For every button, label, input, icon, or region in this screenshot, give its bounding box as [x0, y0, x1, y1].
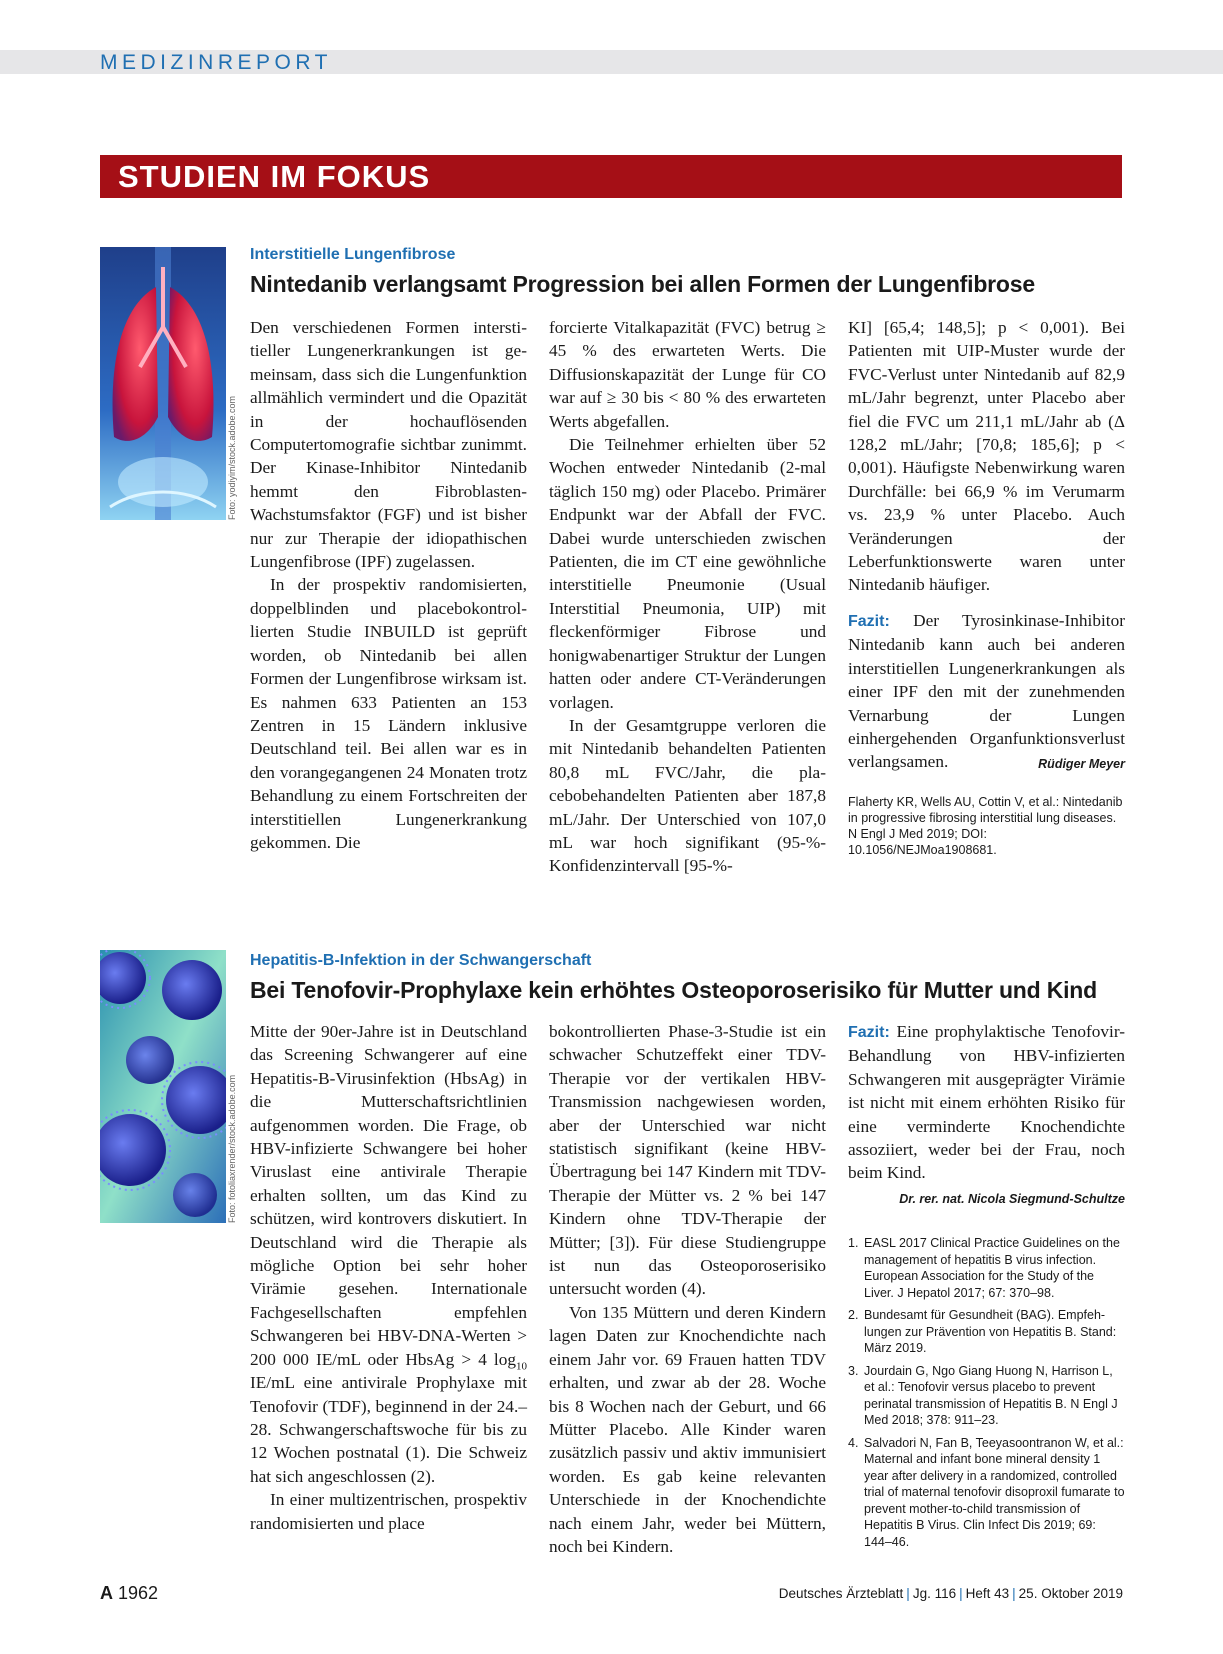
lung-illustration-graphic [100, 247, 226, 520]
journal-name: Deutsches Ärzteblatt [778, 1586, 904, 1601]
conclusion-label: Fazit: [848, 1024, 890, 1041]
photo-credit: Foto: yodiyim/stock.adobe.com [227, 395, 237, 520]
article1-column-1 [250, 316, 527, 854]
virus-illustration-image [100, 950, 226, 1223]
article1-column-2 [549, 316, 826, 878]
reference-number: 4. [848, 1435, 859, 1450]
article2-paragraph: In einer multizentrischen, prospektiv randomisierten und place [250, 1490, 527, 1533]
reference-item [848, 1435, 1125, 1551]
conclusion-text: Eine prophylaktische Tenofovir-Behandlung von HBV-infizierten Schwangeren mit ausgeprägter Virämie ist nicht mit einem erhöhten Risiko für eine verminderte Knochendichte assoziiert, weder bei der Frau, noch beim Kind. [848, 1022, 1125, 1183]
article1-headline: Nintedanib verlangsamt Progression bei allen Formen der Lungenfibrose [250, 271, 1035, 297]
page-prefix: A [100, 1583, 113, 1603]
article2-column-3 [848, 1020, 1125, 1556]
section-banner [100, 155, 1122, 198]
journal-footer: Deutsches Ärzteblatt | Jg. 116 | Heft 43 | 25. Oktober 2019 [778, 1586, 1123, 1601]
article2-kicker: Hepatitis-B-Infektion in der Schwangerschaft [250, 952, 592, 969]
reference-text: Bundesamt für Gesundheit (BAG). Empfehlungen zur Prävention von Hepatitis B. Stand: März 2019. [864, 1308, 1117, 1356]
reference-number: 1. [848, 1236, 859, 1251]
reference-number: 2. [848, 1308, 859, 1323]
article1-paragraph: KI] [65,4; 148,5]; p < 0,001). Bei Patienten mit UIP-Muster wurde der FVC-Verlust unter Nintedanib auf 82,9 mL/Jahr begrenzt, unter Placebo aber fiel die FVC um 211,1 mL/Jahr ab (Δ 128,2 mL/Jahr; [70,8; 185,6]; p < 0,001). Häufigste Nebenwirkung waren Durchfälle: bei 66,9 % im Verumarm vs. 23,9 % unter Placebo. Auch Veränderungen der Leberfunktionswerte waren unter Nintedanib häufiger. [848, 318, 1125, 595]
article2-paragraph: Von 135 Müttern und deren Kindern lagen Daten zur Knochendichte nach einem Jahr vor. 69 Frauen hatten TDV erhalten, und zwar ab der 28. Woche bis 8 Wochen nach der Geburt, und 66 Mütter Placebo. Alle Kinder waren zusätzlich passiv und aktiv immunisiert worden. Es gab keine relevanten Unterschiede in der Knochendichte nach einem Jahr, weder bei Müttern, noch bei Kindern. [549, 1302, 826, 1556]
journal-volume: Jg. 116 [912, 1586, 957, 1601]
article1-kicker: Interstitielle Lungenfibrose [250, 246, 456, 263]
article2-author: Dr. rer. nat. Nicola Siegmund-Schultze [899, 1191, 1125, 1206]
article1-paragraph: In der Gesamtgruppe verloren die mit Nintedanib behandelten Patienten 80,8 mL FVC/Jahr, die placebobehandelten Patienten aber 187,8 mL/Jahr. Der Unterschied von 107,0 mL war hoch signifikant (95-%-Konfidenzintervall [95-%- [549, 715, 826, 876]
reference-number: 3. [848, 1363, 859, 1378]
reference-list [848, 1235, 1125, 1550]
paragraph-text: IE/mL eine antivirale Prophylaxe mit Tenofovir (TDF), beginnend in der 24.–28. Schwangerschaftswoche für bis zu 12 Wochen postnatal (1). Die Schweiz hat sich angeschlossen (2). [250, 1373, 527, 1486]
article1-source-citation: Flaherty KR, Wells AU, Cottin V, et al.: Nintedanib in progressive fibrosing interstitial lung diseases. N Engl J Med 2019; DOI: 10.1056/NEJMoa1908681. [848, 794, 1123, 857]
journal-date: 25. Oktober 2019 [1018, 1586, 1123, 1601]
article2-headline: Bei Tenofovir-Prophylaxe kein erhöhtes Osteoporoserisiko für Mutter und Kind [250, 977, 1097, 1003]
virus-illustration-graphic [100, 950, 226, 1223]
article1-paragraph: In der prospektiv randomisierten, doppelblinden und placebokontrollierten Studie INBUILD ist geprüft worden, ob Nintedanib bei allen Formen der Lungenfibrose wirksam ist. Es nahmen 633 Patienten an 153 Zentren in 15 Ländern inklusive Deutschland teil. Bei allen war es in den vorangegangenen 24 Monaten trotz Behandlung zu einem Fortschreiten der interstitiellen Lungenerkrankung gekommen. Die [250, 575, 527, 852]
article1-paragraph: Die Teilnehmer erhielten über 52 Wochen entweder Nintedanib (2-mal täglich 150 mg) oder Placebo. Primärer Endpunkt war der Abfall der FVC. Dabei wurde unterschieden zwischen Patienten, die im CT eine gewöhnliche interstitielle Pneumonie (Usual Interstitial Pneumonia, UIP) mit fleckenförmiger Fibrose und honigwabenartiger Struktur der Lungen hatten oder andere CT-Veränderungen vorlagen. [549, 435, 826, 712]
article2-paragraph [250, 1020, 527, 1488]
reference-item [848, 1307, 1125, 1357]
article1-paragraph: forcierte Vitalkapazität (FVC) betrug ≥ 45 % des erwarteten Werts. Die Diffusionskapazität der Lunge für CO war auf ≥ 30 bis < 80 % des erwarteten Werts abgefallen. [549, 318, 826, 431]
article2-column-1 [250, 1020, 527, 1535]
paragraph-text: Mitte der 90er-Jahre ist in Deutschland das Screening Schwangerer auf eine Hepatitis-B-Virusinfektion (HbsAg) in die Mutterschaftsrichtlinien aufgenommen worden. Die Frage, ob HBV-infizierte Schwangere bei hoher Viruslast eine antivirale Therapie erhalten sollten, um das Kind zu schützen, wird kontrovers diskutiert. In Deutschland wird die Therapie als mögliche Option bei sehr hoher Virämie gesehen. Internationale Fachgesellschaften empfehlen Schwangeren bei HBV-DNA-Werten > 200 000 IE/mL oder HbsAg > 4 log [250, 1022, 527, 1369]
page-number [100, 1583, 158, 1604]
article2-column-2 [549, 1020, 826, 1558]
reference-text: Jourdain G, Ngo Giang Huong N, Harrison L, et al.: Tenofovir versus placebo to prevent perinatal transmission of Hepatitis B. N Engl J Med 2018; 378: 911–23. [864, 1363, 1118, 1428]
banner-title: STUDIEN IM FOKUS [118, 159, 431, 194]
article1-author: Rüdiger Meyer [1038, 757, 1125, 772]
reference-text: EASL 2017 Clinical Practice Guidelines on the management of hepatitis B virus infection. European Association for the Study of the Liver. J Hepatol 2017; 67: 370–98. [864, 1236, 1120, 1300]
reference-item [848, 1363, 1125, 1429]
article1-column-3 [848, 316, 1125, 858]
article1-paragraph: Den verschiedenen Formen interstitieller Lungenerkrankungen ist gemeinsam, dass sich die Lungenfunktion allmählich vermindert und die Opazität in der hochauflösenden Computertomografie sichtbar zunimmt. Der Kinase-Inhibitor Nintedanib hemmt den Fibroblasten-Wachstumsfaktor (FGF) und ist bisher nur zur Therapie der idiopathischen Lungenfibrose (IPF) zugelassen. [250, 318, 527, 572]
conclusion-label: Fazit: [848, 612, 890, 630]
section-label: MEDIZINREPORT [100, 51, 332, 74]
subscript: 10 [516, 1360, 527, 1373]
page-number-value: 1962 [118, 1583, 159, 1603]
article1-conclusion [848, 609, 1125, 774]
article2-paragraph: bokontrollierten Phase-3-Studie ist ein schwacher Schutzeffekt einer TDV-Therapie vor der vertikalen HBV-Transmission nachgewiesen worden, aber der Unterschied war nicht statistisch signifikant (keine HBV-Übertragung bei 147 Kindern mit TDV-Therapie der Mütter vs. 2 % bei 147 Kindern ohne TDV-Therapie der Mütter; [3]). Für diese Studiengruppe ist nun das Osteoporoserisiko untersucht worden (4). [549, 1022, 826, 1299]
lung-illustration-image [100, 247, 226, 520]
journal-issue: Heft 43 [965, 1586, 1010, 1601]
reference-item [848, 1235, 1125, 1301]
article2-conclusion [848, 1020, 1125, 1185]
conclusion-text: Der Tyrosinkinase-Inhibitor Nintedanib kann auch bei anderen interstitiellen Lungenerkrankungen als einer IPF den mit der zunehmenden Vernarbung der Lungen einhergehenden Organfunktionsverlust verlangsamen. [848, 610, 1125, 772]
reference-text: Salvadori N, Fan B, Teeyasoontranon W, et al.: Maternal and infant bone mineral density 1 year after delivery in a randomized, controlled trial of maternal tenofovir disoproxil fumarate to prevent mother-to-child transmission of Hepatitis B Virus. Clin Infect Dis 2019; 69: 144–46. [864, 1435, 1125, 1549]
photo-credit: Foto: fotoliaxrender/stock.adobe.com [227, 1074, 237, 1223]
